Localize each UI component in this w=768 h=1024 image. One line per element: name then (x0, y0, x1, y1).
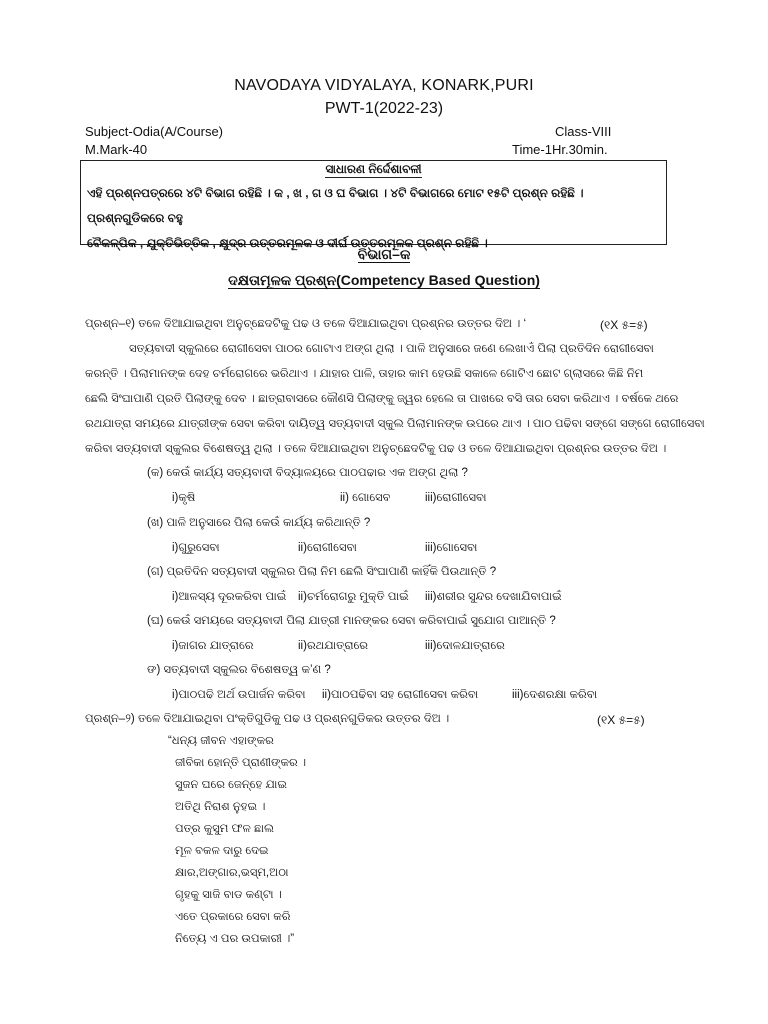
option: ii)ରୋଗୀସେବା (298, 542, 357, 554)
poem-line: ଗୃହକୁ ସାଜି ବାଡ କଣ୍ଟା । (175, 889, 282, 901)
passage-line: ରଥଯାତ୍ରା ସମୟରେ ଯାତ୍ରୀଙ୍କ ସେବା କରିବା ଦାୟିତ୍ୱ ସତ୍ୟବାଦୀ ସ୍କୁଲ ପିଲାମାନଙ୍କ ଉପରେ ଥାଏ । ପାଠ ପଢିବା ସଙ୍ଗେ ସଙ୍ଗେ ରୋଗୀସେବା (85, 418, 705, 430)
passage-line: କରିବା ସତ୍ୟବାଦୀ ସ୍କୁଲର ବିଶେଷତ୍ୱ ଥିଲା । ତଳେ ଦିଆଯାଇଥିବା ଅନୁଚ୍ଛେଦଟିକୁ ପଢ ଓ ତଳେ ଦିଆଯାଇଥିବା ପ୍ରଶ୍ନର ଉତ୍ତର ଦିଅ । (85, 443, 667, 455)
poem-line: “ଧନ୍ୟ ଜୀବନ ଏହାଙ୍କର (168, 735, 274, 747)
option: iii)ଦେଶରକ୍ଷା କରିବା (512, 689, 598, 701)
poem-line: ଜୀବିକା ହୋନ୍ତି ପ୍ରାଣୀଙ୍କର । (175, 757, 307, 769)
class-label: Class-VIII (555, 124, 612, 139)
poem-line: କ୍ଷାର,ଅଙ୍ଗାର,ଭସ୍ମ,ଅଠା (175, 867, 289, 879)
sub-question: (କ) କେଉଁ କାର୍ଯ୍ୟ ସତ୍ୟବାଦୀ ବିଦ୍ୟାଳୟରେ ପାଠପଢାର ଏକ ଅଙ୍ଗ ଥିଲା ? (147, 467, 468, 479)
option: i)କୃଷି (172, 492, 196, 504)
poem-line: ପତ୍ର କୁସୁମ ଫଳ ଛାଲ (175, 823, 274, 835)
option: iii)ରୋଗୀସେବା (425, 492, 487, 504)
q2-stem: ପ୍ରଶ୍ନ–୨) ତଳେ ଦିଆଯାଇଥିବା ପଂକ୍ତିଗୁଡିକୁ ପଢ ଓ ପ୍ରଶ୍ନଗୁଡିକର ଉତ୍ତର ଦିଅ । (85, 713, 450, 725)
sub-question: ଙ) ସତ୍ୟବାଦୀ ସ୍କୁଲର ବିଶେଷତ୍ୱ କ’ଣ ? (147, 664, 331, 676)
poem-line: ଅତିଥି ନିରାଶ ନୁହଇ । (175, 801, 266, 813)
instructions-line: ବୈକଳ୍ପିକ , ଯୁକ୍ତିଭିତ୍ତିକ , କ୍ଷୁଦ୍ର ଉତ୍ତରମୂଳକ ଓ ଦୀର୍ଘ ଉତ୍ତରମୂଳକ ପ୍ରଶ୍ନ ରହିଛି । (87, 236, 488, 250)
q1-marks: (୧X ୫=୫) (600, 318, 648, 332)
passage-line: କରନ୍ତି । ପିଲାମାନଙ୍କ ଦେହ ଚର୍ମରୋଗରେ ଭରିଥାଏ । ଯାହାର ପାଳି, ତାହାର କାମ ହେଉଛି ସକାଳେ ଗୋଟିଏ ଛୋଟ ଗ୍ଲାସରେ କିଛି ନିମ (85, 368, 644, 380)
option: i)ଗୁରୁସେବା (172, 542, 220, 554)
option: i)ଆଳସ୍ୟ ଦୂରକରିବା ପାଇଁ (172, 591, 287, 603)
exam-title: PWT-1(2022-23) (324, 100, 444, 117)
sub-question: (ଘ) କେଉଁ ସମୟରେ ସତ୍ୟବାଦୀ ପିଲା ଯାତ୍ରୀ ମାନଙ୍କର ସେବା କରିବାପାଇଁ ସୁଯୋଗ ପାଆନ୍ତି ? (147, 615, 556, 627)
option: i)ପାଠପଢି ଅର୍ଥ ଉପାର୍ଜନ କରିବା (172, 689, 306, 701)
option: i)ଜାଗର ଯାତ୍ରାରେ (172, 640, 254, 652)
option: iii)ଦୋଳଯାତ୍ରାରେ (425, 640, 505, 652)
instructions-title: ସାଧାରଣ ନିର୍ଦ୍ଦେଶାବଳୀ (325, 162, 422, 176)
max-marks-label: M.Mark-40 (85, 142, 148, 157)
poem-line: ମୂଳ ବକଳ ଦାରୁ ଦେଇ (175, 845, 269, 857)
sub-question: (ଖ) ପାଳି ଅନୁସାରେ ପିଲା କେଉଁ କାର୍ଯ୍ୟ କରିଥାନ୍ତି ? (147, 517, 371, 529)
school-name: NAVODAYA VIDYALAYA, KONARK,PURI (234, 77, 534, 94)
section-subtitle: ଦକ୍ଷତାମୂଳକ ପ୍ରଶ୍ନ(Competency Based Question) (228, 272, 540, 288)
section-title: ବିଭାଗ–କ (357, 246, 411, 262)
poem-line: ନିତ୍ୟେ ଏ ପର ଉପକାରୀ ।” (175, 933, 295, 945)
instructions-text (87, 181, 662, 256)
passage-line: ଛେଲି ସିଂଘାପାଣି ପ୍ରତି ପିଲାଙ୍କୁ ଦେବ । ଛାତ୍ରାବାସରେ କୌଣସି ପିଲାଙ୍କୁ ଜ୍ୱର ହେଲେ ତା ପାଖରେ ବସି ତାର ସେବା କରିଥାଏ । ବର୍ଷକେ ଥରେ (85, 393, 679, 405)
option: ii)ଚର୍ମରୋଗରୁ ମୁକ୍ତି ପାଇଁ (298, 591, 409, 603)
option: ii) ଗୋସେବ (340, 492, 391, 504)
passage-line: ସତ୍ୟବାଦୀ ସ୍କୁଲରେ ରୋଗୀସେବା ପାଠର ଗୋଟାଏ ଅଙ୍ଗ ଥିଲା । ପାଳି ଅନୁସାରେ ଜଣେ ଲେଖାଏଁ ପିଲା ପ୍ରତିଦିନ ରୋଗୀସେବା (129, 343, 654, 355)
poem-line: ସୁଜନ ଘରେ ଜେନ୍ହେ ଯାଇ (175, 779, 287, 791)
instructions-line: ଏହି ପ୍ରଶ୍ନପତ୍ରରେ ୪ଟି ବିଭାଗ ରହିଛି । କ , ଖ , ଗ ଓ ଘ ବିଭାଗ । ୪ଟି ବିଭାଗରେ ମୋଟ ୧୫ଟି ପ୍ରଶ୍ନ ରହିଛି । ପ୍ରଶ୍ନଗୁଡିକରେ ବହୁ (87, 186, 584, 225)
sub-question: (ଗ) ପ୍ରତିଦିନ ସତ୍ୟବାଦୀ ସ୍କୁଲର ପିଲା ନିମ ଛେଲି ସିଂଘାପାଣି କାହିଁକି ପିଉଥାନ୍ତି ? (147, 566, 497, 578)
subject-label: Subject-Odia(A/Course) (85, 124, 223, 139)
q1-stem: ପ୍ରଶ୍ନ–୧) ତଳେ ଦିଆଯାଇଥିବା ଅନୁଚ୍ଛେଦଟିକୁ ପଢ ଓ ତଳେ ଦିଆଯାଇଥିବା ପ୍ରଶ୍ନର ଉତ୍ତର ଦିଅ । ‘ (85, 318, 527, 330)
option: ii)ପାଠପଢିବା ସହ ରୋଗୀସେବା କରିବା (322, 689, 479, 701)
time-label: Time-1Hr.30min. (512, 142, 608, 157)
option: iii)ଗୋସେବା (425, 542, 478, 554)
q2-marks: (୧X ୫=୫) (597, 713, 645, 727)
option: iii)ଶରୀର ସୁନ୍ଦର ଦେଖାଯିବାପାଇଁ (425, 591, 562, 603)
option: ii)ରଥଯାତ୍ରାରେ (298, 640, 368, 652)
general-instructions-box (80, 160, 667, 250)
poem-line: ଏତେ ପ୍ରକାରେ ସେବା କରି (175, 911, 291, 923)
